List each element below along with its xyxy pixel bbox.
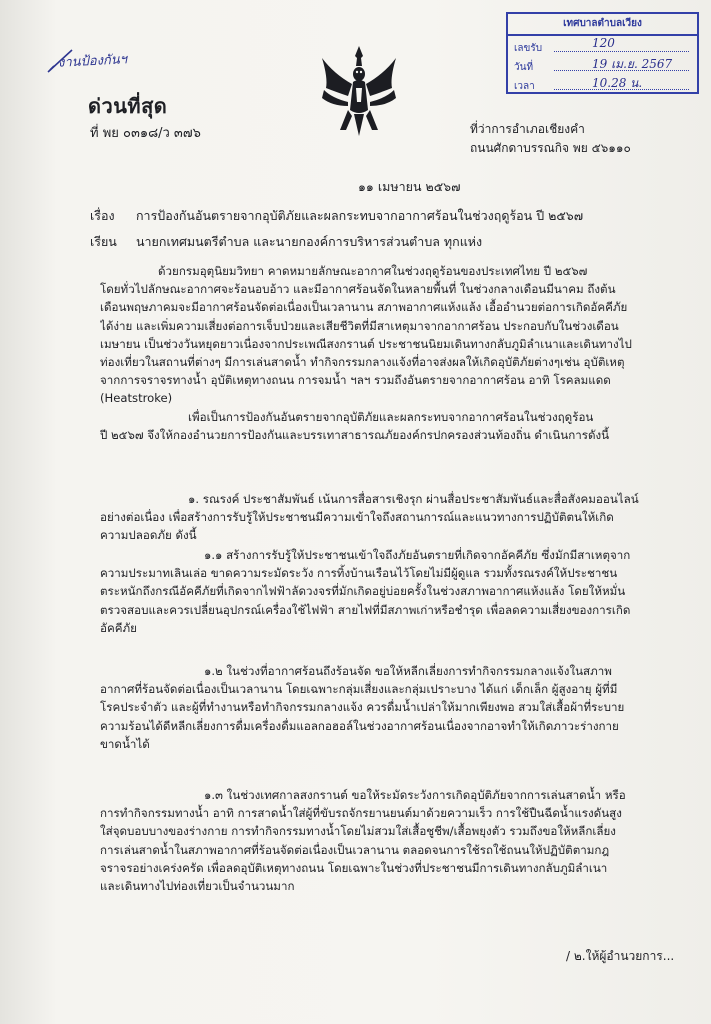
paragraph-line: ความร้อนได้ดีหลีกเลี่ยงการดื่มเครื่องดื่มแอลกอฮอล์ในช่วงอากาศร้อนเนื่องจากอาจทำให้เกิดภาวะร่างกาย — [100, 718, 619, 733]
paragraph-line: การทำกิจกรรมทางน้ำ อาทิ การสาดน้ำใส่ผู้ที่ขับรถจักรยานยนต์มาด้วยความเร็ว การใช้ปืนฉีดน้ำแรงดันสูง — [100, 806, 622, 821]
subject-text: การป้องกันอันตรายจากอุบัติภัยและผลกระทบจากอากาศร้อนในช่วงฤดูร้อน ปี ๒๕๖๗ — [135, 208, 584, 223]
paragraph-line: ๑. รณรงค์ ประชาสัมพันธ์ เน้นการสื่อสารเชิงรุก ผ่านสื่อประชาสัมพันธ์และสื่อสังคมออนไลน์ — [188, 492, 639, 506]
paragraph-line: ปี ๒๕๖๗ จึงให้กองอำนวยการป้องกันและบรรเทาสาธารณภัยองค์กรปกครองส่วนท้องถิ่น ดำเนินการดังนี้ — [100, 428, 610, 443]
office-line: ที่ว่าการอำเภอเชียงคำ — [470, 122, 585, 136]
recipient-text: นายกเทศมนตรีตำบล และนายกองค์การบริหารส่วนตำบล ทุกแห่ง — [135, 234, 483, 249]
continuation-note: / ๒.ให้ผู้อำนวยการ... — [566, 949, 675, 963]
paragraph-line: ขาดน้ำได้ — [100, 736, 150, 751]
recipient-label: เรียน — [90, 234, 117, 249]
paragraph-line: เพื่อเป็นการป้องกันอันตรายจากอุบัติภัยและผลกระทบจากอากาศร้อนในช่วงฤดูร้อน — [188, 410, 594, 424]
paragraph-line: (Heatstroke) — [100, 391, 173, 406]
paragraph-line: ใส่จุดบอบบางของร่างกาย การทำกิจกรรมทางน้ำโดยไม่สวมใส่เสื้อชูชีพ/เสื้อพยุงตัว รวมถึงขอให้หลีกเลี่ยง — [100, 824, 616, 839]
receipt-stamp — [506, 12, 699, 94]
paragraph-line: โดยทั่วไปลักษณะอากาศจะร้อนอบอ้าว และมีอากาศร้อนจัดในหลายพื้นที่ ในช่วงกลางเดือนมีนาคม ถึงต้น — [100, 282, 616, 297]
paragraph-line: ๑.๓ ในช่วงเทศกาลสงกรานต์ ขอให้ระมัดระวังการเกิดอุบัติภัยจากการเล่นสาดน้ำ หรือ — [204, 788, 626, 802]
handwritten-note — [58, 44, 198, 88]
document-date: ๑๑ เมษายน ๒๕๖๗ — [358, 179, 461, 194]
garuda-emblem-icon — [318, 44, 400, 138]
paragraph-line: จราจรอย่างเคร่งครัด เพื่อลดอุบัติเหตุทางถนน โดยเฉพาะในช่วงที่ประชาชนมีการเดินทางกลับภูมิลำเนา — [100, 860, 608, 875]
stamp-label: วันที่ — [514, 62, 534, 73]
urgency-heading: ด่วนที่สุด — [88, 94, 168, 118]
paragraph-line: ๑.๑ สร้างการรับรู้ให้ประชาชนเข้าใจถึงภัยอันตรายที่เกิดจากอัคคีภัย ซึ่งมักมีสาเหตุจาก — [204, 548, 631, 562]
stamp-label: เลขรับ — [514, 43, 543, 54]
body-paragraph — [100, 662, 685, 753]
subject-line — [90, 206, 583, 226]
stamp-value: 19 เม.ย. 2567 — [592, 57, 673, 71]
paragraph-line: ๑.๒ ในช่วงที่อากาศร้อนถึงร้อนจัด ขอให้หลีกเลี่ยงการทำกิจกรรมกลางแจ้งในสภาพ — [204, 664, 612, 678]
stamp-row — [508, 74, 697, 93]
office-address — [470, 120, 631, 158]
paragraph-line: และเดินทางไปท่องเที่ยวเป็นจำนวนมาก — [100, 879, 295, 894]
paragraph-line: เดือนพฤษภาคมจะมีอากาศร้อนจัดต่อเนื่องเป็นเวลานาน สภาพอากาศแห้งแล้ง เอื้ออำนวยต่อการเกิดอัคคีภัย — [100, 300, 628, 315]
stamp-title: เทศบาลตำบลเวียง — [508, 14, 697, 36]
paragraph-line: ตรวจสอบและควรเปลี่ยนอุปกรณ์เครื่องใช้ไฟฟ้า สายไฟที่มีสภาพเก่าหรือชำรุด เพื่อลดความเสี่ยงของการเกิด — [100, 602, 631, 617]
body-paragraph — [100, 546, 685, 637]
stamp-row — [508, 36, 697, 55]
paragraph-line: ได้ง่าย และเพิ่มความเสี่ยงต่อการเจ็บป่วยและเสียชีวิตที่มีสาเหตุมาจากอากาศร้อน ประกอบกับในช่วงเดือน — [100, 318, 619, 333]
stamp-label: เวลา — [514, 81, 535, 92]
recipient-line — [90, 232, 482, 252]
paragraph-line: ท่องเที่ยวในสถานที่ต่างๆ มีการเล่นสาดน้ำ ทำกิจกรรมกลางแจ้งที่อาจส่งผลให้เกิดอุบัติภัยต่างๆเช่น อุบัติเหตุ — [100, 355, 625, 370]
paragraph-line: ความประมาทเลินเล่อ ขาดความระมัดระวัง การทิ้งบ้านเรือนไว้โดยไม่มีผู้ดูแล รวมทั้งรณรงค์ให้ประชาชน — [100, 566, 618, 581]
paragraph-line: ด้วยกรมอุตุนิยมวิทยา คาดหมายลักษณะอากาศในช่วงฤดูร้อนของประเทศไทย ปี ๒๕๖๗ — [158, 264, 588, 278]
body-paragraph — [100, 262, 685, 408]
paragraph-line: อากาศที่ร้อนจัดต่อเนื่องเป็นเวลานาน โดยเฉพาะกลุ่มเสี่ยงและกลุ่มเปราะบาง ได้แก่ เด็กเล็ก ผู้สูงอายุ ผู้ที่มี — [100, 682, 618, 697]
stamp-row — [508, 55, 697, 74]
paragraph-line: จากการจราจรทางน้ำ อุบัติเหตุทางถนน การจมน้ำ ฯลฯ รวมถึงอันตรายจากอากาศร้อน อาทิ โรคลมแดด — [100, 373, 611, 388]
document-number: ที่ พย ๐๓๑๘/ว ๓๗๖ — [90, 126, 201, 141]
paragraph-line: การเล่นสาดน้ำในสภาพอากาศที่ร้อนจัดต่อเนื่องเป็นเวลานาน ตลอดจนการใช้รถใช้ถนนให้ปฏิบัติตามกฎ — [100, 842, 610, 857]
paragraph-line: ความปลอดภัย ดังนี้ — [100, 528, 197, 543]
paragraph-line: โรคประจำตัว และผู้ที่ทำงานหรือทำกิจกรรมกลางแจ้ง ควรดื่มน้ำเปล่าให้มากเพียงพอ สวมใส่เสื้อผ้าที่ระบาย — [100, 700, 625, 715]
paragraph-line: ตระหนักถึงกรณีอัคคีภัยที่เกิดจากไฟฟ้าลัดวงจรที่มักเกิดอยู่บ่อยครั้งในช่วงสภาพอากาศแห้งแล้ง โดยให้หมั่น — [100, 584, 626, 599]
paragraph-line: เมษายน เป็นช่วงวันหยุดยาวเนื่องจากประเพณีสงกรานต์ ประชาชนนิยมเดินทางกลับภูมิลำเนาและเดินทางไป — [100, 336, 632, 351]
subject-label: เรื่อง — [90, 208, 115, 223]
stamp-value: 120 — [592, 36, 615, 50]
stamp-value: 10.28 น. — [592, 76, 643, 90]
body-paragraph — [100, 786, 685, 895]
paragraph-line: อย่างต่อเนื่อง เพื่อสร้างการรับรู้ให้ประชาชนมีความเข้าใจถึงสถานการณ์และแนวทางการปฏิบัติตนให้เกิด — [100, 510, 614, 525]
body-paragraph — [100, 490, 685, 545]
handnote-text: งานป้องกันฯ — [57, 52, 128, 71]
office-line: ถนนศักดาบรรณกิจ พย ๕๖๑๑๐ — [470, 141, 631, 155]
paragraph-line: อัคคีภัย — [100, 620, 137, 635]
body-paragraph — [100, 408, 685, 444]
